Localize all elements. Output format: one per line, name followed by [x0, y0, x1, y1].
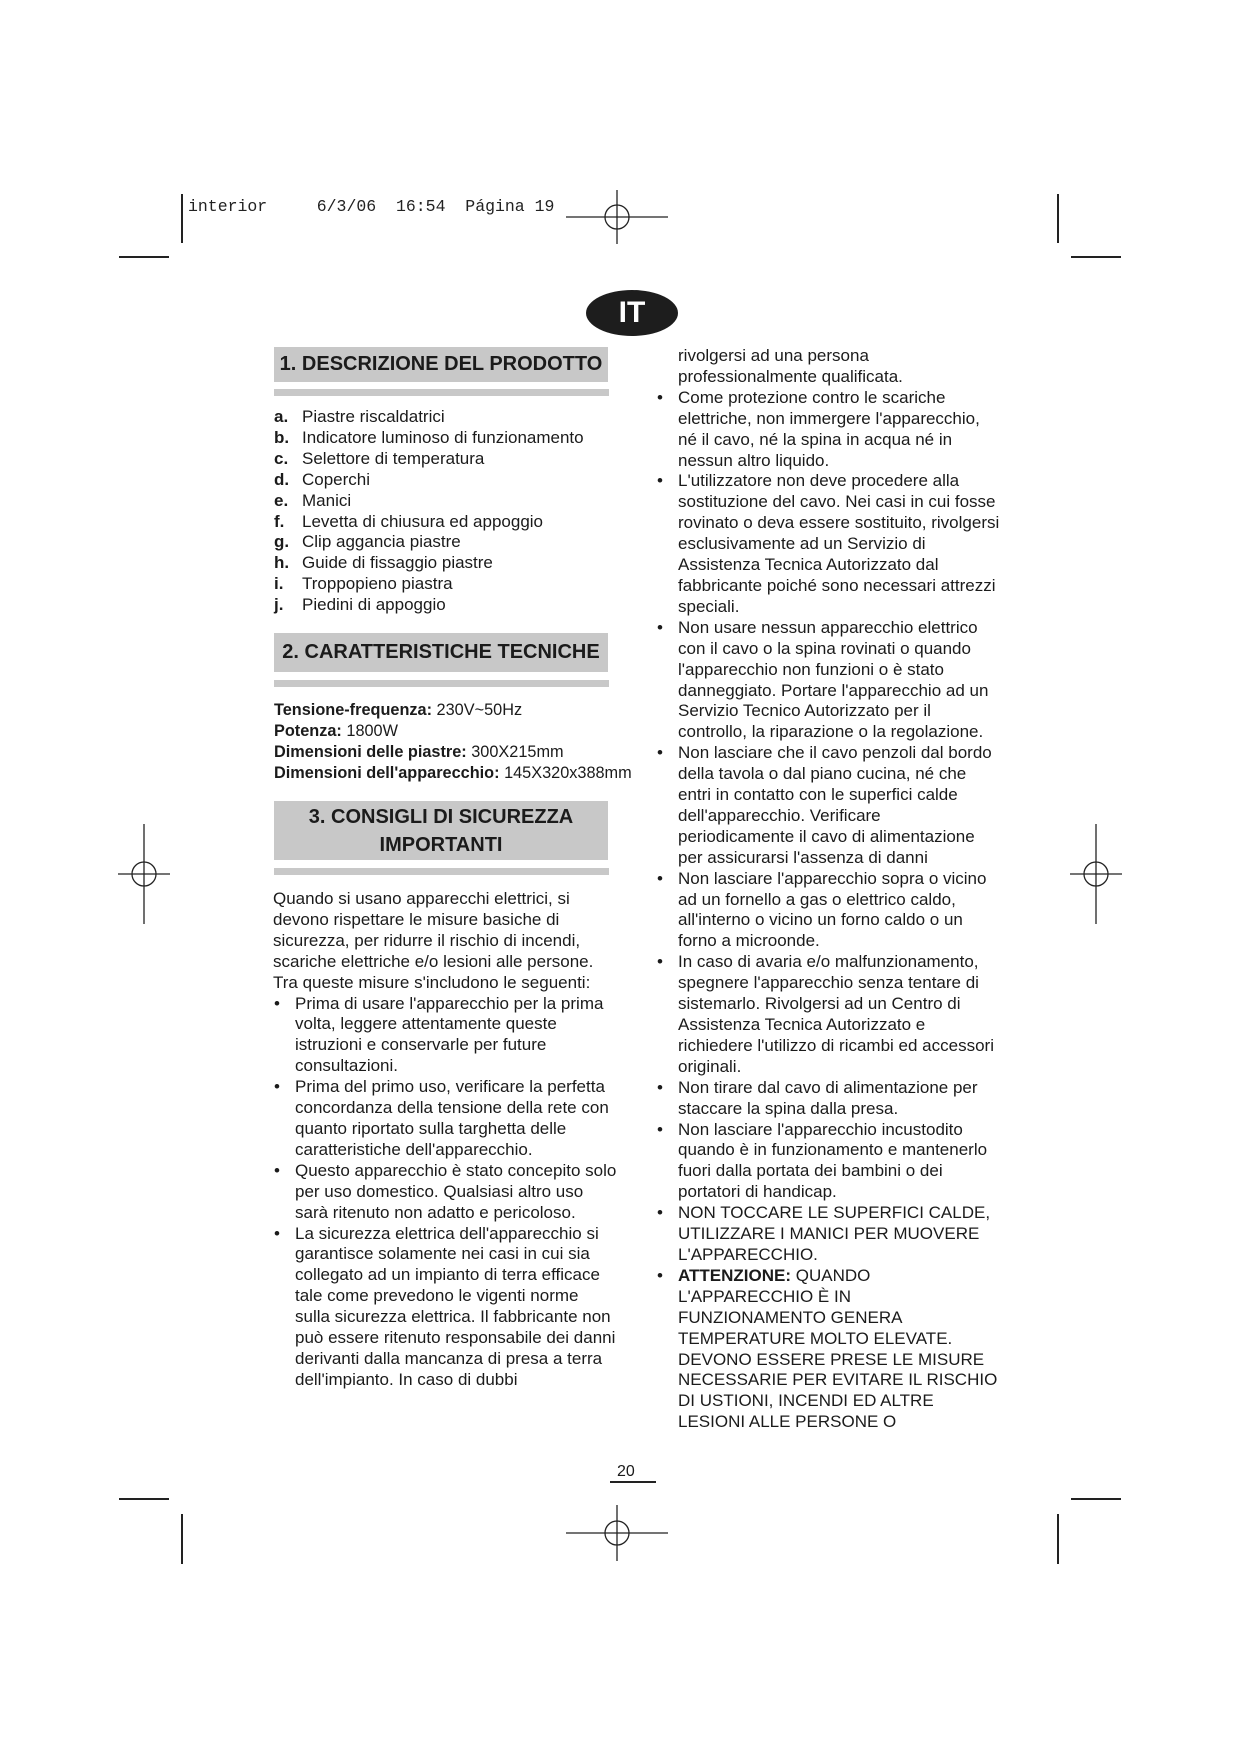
part-label: Manici [302, 490, 352, 510]
part-label: Piedini di appoggio [302, 595, 446, 615]
part-label: Troppopieno piastra [302, 574, 453, 594]
safety-bullet: • Non lasciare l'apparecchio incustodito quando è in funzionamento e mantenerlo fuori dalla portata dei bambini o dei portatori di handicap. [656, 1120, 1001, 1204]
printer-slug [188, 197, 554, 216]
warning-label: ATTENZIONE: [678, 1265, 792, 1285]
part-label: Indicatore luminoso di funzionamento [302, 427, 584, 447]
part-item [274, 491, 614, 512]
spec-value: 230V~50Hz [436, 701, 523, 719]
part-key: i. [274, 574, 284, 594]
part-label: Selettore di temperatura [302, 448, 485, 468]
page-number: 20 [617, 1463, 635, 1480]
part-key: j. [274, 595, 284, 615]
safety-bullet: • Prima di usare l'apparecchio per la prima volta, leggere attentamente queste istruzioni e conservarle per future consultazioni. [273, 994, 618, 1078]
safety-bullet: • Non lasciare l'apparecchio sopra o vicino ad un fornello a gas o elettrico caldo, all'interno o vicino un forno caldo o un forno a microonde. [656, 869, 1001, 953]
section-2-rule [274, 680, 609, 687]
part-key: c. [274, 448, 289, 468]
registration-mark-right [1070, 824, 1122, 924]
part-key: e. [274, 490, 289, 510]
safety-bullet: • Non tirare dal cavo di alimentazione per staccare la spina dalla presa. [656, 1078, 1001, 1120]
slug-file: interior [188, 197, 268, 216]
safety-bullet: • In caso di avaria e/o malfunzionamento, spegnere l'apparecchio senza tentare di sistemarlo. Rivolgersi ad un Centro di Assistenza Tecnica Autorizzato e richiedere l'utilizzo di ricambi ed accessori originali. [656, 952, 1001, 1077]
safety-bullet: • Non lasciare che il cavo penzoli dal bordo della tavola o dal piano cucina, né che entri in contatto con le superfici calde dell'apparecchio. Verificare periodicamente il cavo di alimentazione per assicurarsi l'assenza di danni [656, 743, 1001, 868]
part-item [274, 553, 614, 574]
part-key: b. [274, 427, 290, 447]
left-safety-column [273, 889, 618, 1391]
part-item [274, 470, 614, 491]
warning-item [656, 1266, 1001, 1433]
spec-label: Dimensioni delle piastre: [274, 742, 467, 761]
right-safety-column [656, 346, 1001, 1433]
section-3-heading [274, 801, 608, 860]
slug-date: 6/3/06 [316, 197, 377, 216]
safety-bullet: • Prima del primo uso, verificare la perfetta concordanza della tensione della rete con quanto riportato sulla targhetta delle caratteristiche dell'apparecchio. [273, 1077, 618, 1161]
section-1-heading [274, 347, 608, 382]
safety-bullet: • L'utilizzatore non deve procedere alla sostituzione del cavo. Nei casi in cui fosse rovinato o deva essere sostituito, rivolgersi esclusivamente ad un Servizio di Assistenza Tecnica Autorizzato dal fabbricante poiché sono necessari attrezzi speciali. [656, 471, 1001, 617]
safety-bullet: • Non usare nessun apparecchio elettrico con il cavo o la spina rovinati o quando l'apparecchio non funzioni o è stato danneggiato. Portare l'apparecchio ad un Servizio Tecnico Autorizzato per il controllo, la riparazione o la regolazione. [656, 618, 1001, 743]
part-key: a. [274, 407, 289, 426]
safety-bullet: • La sicurezza elettrica dell'apparecchio si garantisce solamente nei casi in cui sia collegato ad un impianto di terra efficace tale come prevedono le vigenti norme sulla sicurezza elettrica. Il fabbricante non può essere ritenuto responsabile dei danni derivanti dalla mancanza di presa a terra dell'impianto. In caso di dubbi [273, 1224, 618, 1391]
section-3-title-line2: IMPORTANTI [379, 834, 503, 856]
part-key: d. [274, 469, 290, 489]
section-3-title-line1: 3. CONSIGLI DI SICUREZZA [308, 806, 574, 828]
part-item [274, 574, 614, 595]
spec-row [274, 763, 634, 784]
part-label: Piastre riscaldatrici [302, 407, 445, 426]
part-item [274, 595, 614, 616]
part-key: h. [274, 553, 290, 573]
spec-label: Tensione-frequenza: [274, 701, 433, 719]
part-item [274, 449, 614, 470]
part-item [274, 428, 614, 449]
slug-time: 16:54 [395, 197, 446, 216]
safety-continuation: rivolgersi ad una persona professionalmente qualificata. [678, 346, 903, 386]
section-2-heading [274, 633, 608, 672]
language-badge: IT [586, 290, 678, 336]
section-3-rule [274, 868, 609, 875]
part-label: Coperchi [302, 469, 371, 489]
registration-mark-top [566, 190, 668, 244]
spec-value: 145X320x388mm [504, 763, 632, 782]
safety-bullet: • Come protezione contro le scariche elettriche, non immergere l'apparecchio, né il cavo, né la spina in acqua né in nessun altro liquido. [656, 388, 1001, 472]
safety-intro: Quando si usano apparecchi elettrici, si devono rispettare le misure basiche di sicurezza, per ridurre il rischio di incendi, scariche elettriche e/o lesioni alle persone. Tra queste misure s'includono le seguenti: [273, 889, 594, 992]
spec-row [274, 700, 634, 721]
spec-row [274, 721, 634, 742]
page-number-underline [610, 1481, 656, 1483]
part-label: Levetta di chiusura ed appoggio [302, 511, 544, 531]
part-label: Clip aggancia piastre [302, 532, 461, 552]
section-1-title: 1. DESCRIZIONE DEL PRODOTTO [279, 353, 603, 375]
spec-value: 1800W [346, 721, 398, 740]
technical-specs [274, 700, 634, 784]
spec-value: 300X215mm [471, 742, 564, 761]
part-item [274, 512, 614, 533]
part-key: g. [274, 532, 290, 552]
product-parts-list [274, 407, 614, 616]
section-1-rule [274, 389, 609, 396]
part-label: Guide di fissaggio piastre [302, 553, 493, 573]
spec-label: Potenza: [274, 721, 342, 740]
slug-page: Página 19 [465, 197, 555, 216]
part-item [274, 532, 614, 553]
part-key: f. [274, 511, 285, 531]
section-2-title: 2. CARATTERISTICHE TECNICHE [282, 641, 600, 663]
spec-label: Dimensioni dell'apparecchio: [274, 763, 500, 782]
registration-mark-bottom [566, 1505, 668, 1561]
safety-bullet: • NON TOCCARE LE SUPERFICI CALDE, UTILIZZARE I MANICI PER MUOVERE L'APPARECCHIO. [656, 1203, 1001, 1266]
spec-row [274, 742, 634, 763]
safety-bullet: • Questo apparecchio è stato concepito solo per uso domestico. Qualsiasi altro uso sarà ritenuto non adatto e pericoloso. [273, 1161, 618, 1224]
part-item [274, 407, 614, 428]
registration-mark-left [118, 824, 170, 924]
warning-text: QUANDO L'APPARECCHIO È IN FUNZIONAMENTO GENERA TEMPERATURE MOLTO ELEVATE. DEVONO ESSERE PRESE LE MISURE NECESSARIE PER EVITARE IL RISCHIO DI USTIONI, INCENDI ED ALTRE LESIONI ALLE PERSONE O [678, 1265, 998, 1432]
